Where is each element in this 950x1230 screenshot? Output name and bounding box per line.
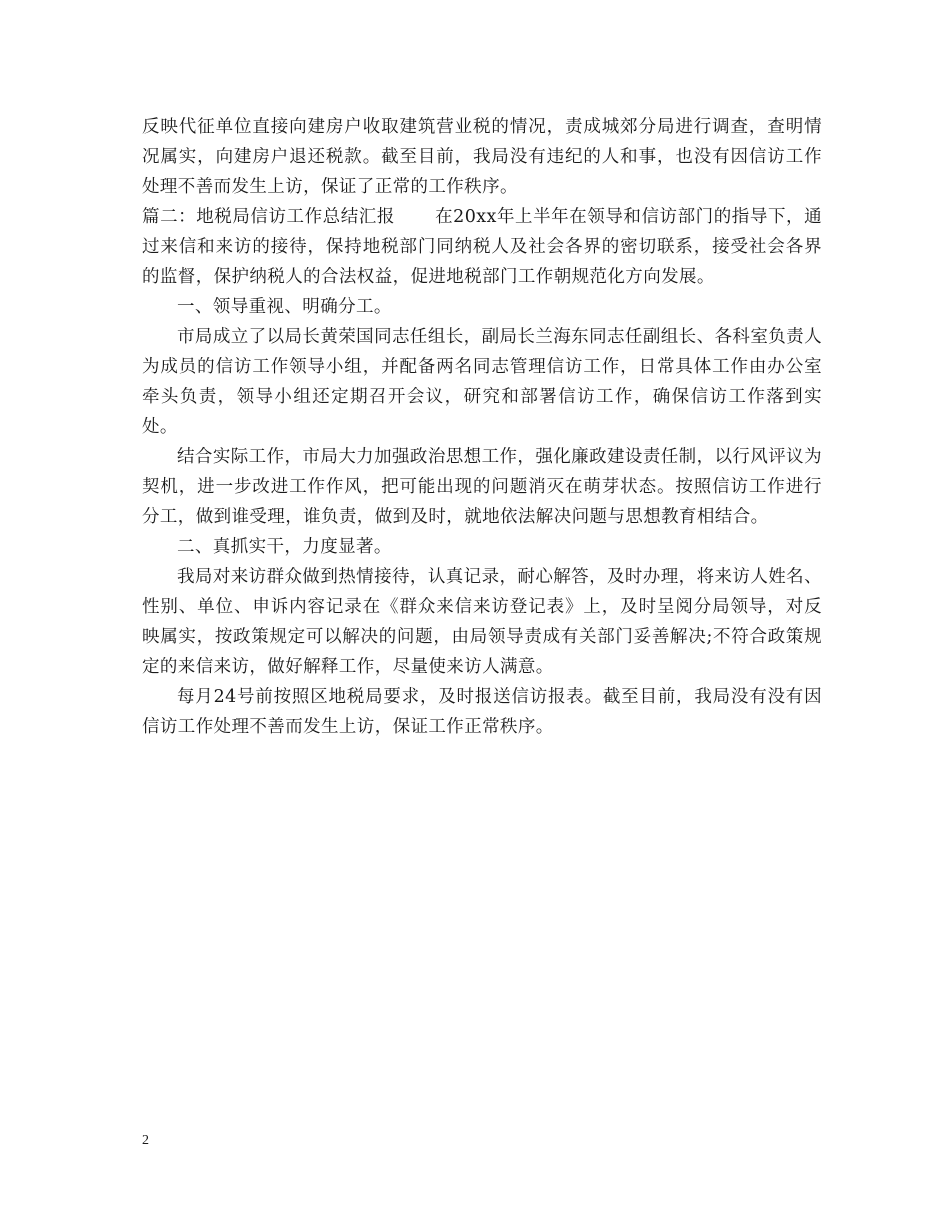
heading-one: 一、领导重视、明确分工。 bbox=[177, 297, 392, 317]
document-body bbox=[142, 112, 822, 742]
paragraph: 市局成立了以局长黄荣国同志任组长，副局长兰海东同志任副组长、各科室负责人为成员的信访工作领导小组，并配备两名同志管理信访工作，日常具体工作由办公室牵头负责，领导小组还定期召开会议，研究和部署信访工作，确保信访工作落到实处。 bbox=[142, 327, 822, 437]
paragraph-section-intro bbox=[142, 202, 822, 292]
heading-two: 二、真抓实干，力度显著。 bbox=[177, 537, 392, 557]
section-intro-text: 在20xx年上半年在领导和信访部门的指导下，通过来信和来访的接待，保持地税部门同纳税人及社会各界的密切联系，接受社会各界的监督，保护纳税人的合法权益，促进地税部门工作朝规范化方向发展。 bbox=[142, 207, 822, 287]
paragraph: 结合实际工作，市局大力加强政治思想工作，强化廉政建设责任制，以行风评议为契机，进一步改进工作作风，把可能出现的问题消灭在萌芽状态。按照信访工作进行分工，做到谁受理，谁负责，做到及时，就地依法解决问题与思想教育相结合。 bbox=[142, 447, 822, 527]
page-number: 2 bbox=[142, 1133, 149, 1148]
paragraph: 我局对来访群众做到热情接待，认真记录，耐心解答，及时办理，将来访人姓名、性别、单位、申诉内容记录在《群众来信来访登记表》上，及时呈阅分局领导，对反映属实，按政策规定可以解决的问题，由局领导责成有关部门妥善解决;不符合政策规定的来信来访，做好解释工作，尽量使来访人满意。 bbox=[142, 567, 822, 677]
paragraph-continued: 反映代征单位直接向建房户收取建筑营业税的情况，责成城郊分局进行调查，查明情况属实，向建房户退还税款。截至目前，我局没有违纪的人和事，也没有因信访工作处理不善而发生上访，保证了正常的工作秩序。 bbox=[142, 117, 822, 197]
section-title: 篇二：地税局信访工作总结汇报 bbox=[142, 207, 395, 227]
paragraph: 每月24号前按照区地税局要求，及时报送信访报表。截至目前，我局没有没有因信访工作处理不善而发生上访，保证工作正常秩序。 bbox=[142, 687, 822, 737]
